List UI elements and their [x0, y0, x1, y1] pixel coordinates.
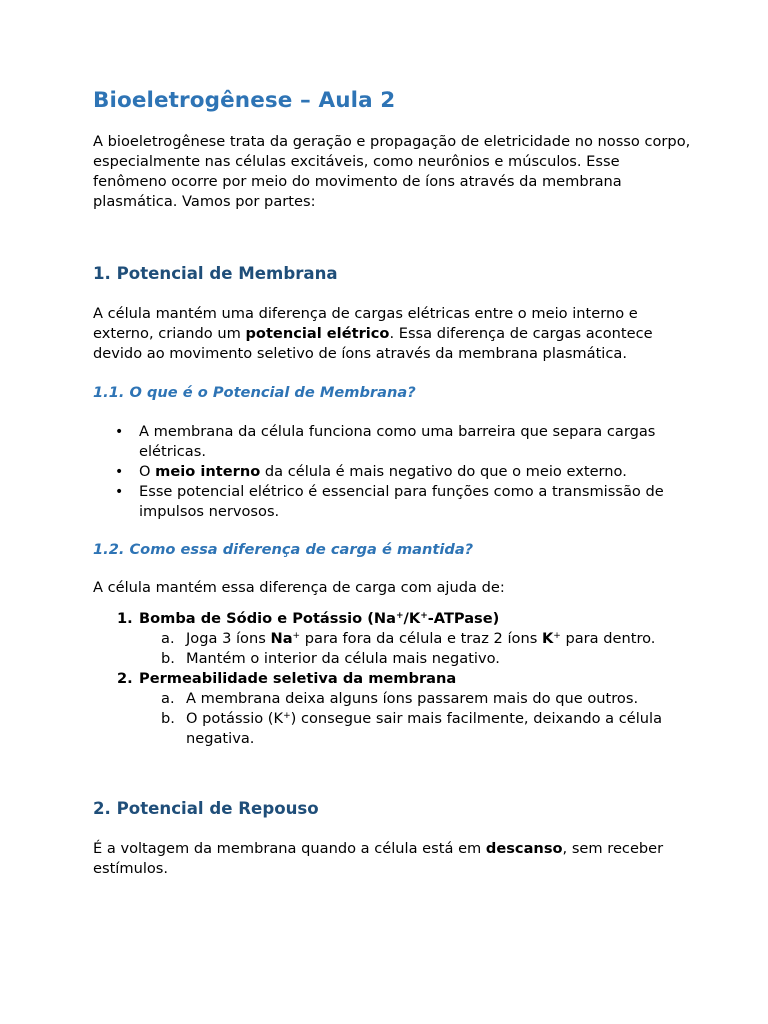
ion-na: Na	[270, 630, 293, 647]
item-heading-text: Bomba de Sódio e Potássio (Na	[139, 610, 396, 627]
item-letter: b.	[161, 650, 175, 667]
subsection-heading-1-1: 1.1. O que é o Potencial de Membrana?	[93, 384, 416, 401]
superscript: +	[283, 711, 291, 721]
section1-paragraph	[93, 304, 693, 364]
item-heading-text: -ATPase)	[427, 610, 500, 627]
lettered-item	[139, 629, 693, 649]
item-heading-text: /K	[403, 610, 421, 627]
bullet-icon: •	[115, 464, 124, 480]
item-letter: a.	[161, 690, 175, 707]
list-item	[93, 422, 693, 462]
item-letter: b.	[161, 710, 175, 727]
section1-bold-term: potencial elétrico	[245, 325, 390, 342]
item-text: O potássio (K	[186, 710, 284, 727]
intro-paragraph: A bioeletrogênese trata da geração e propagação de eletricidade no nosso corpo, especialmente nas células excitáveis, como neurônios e músculos. Esse fenômeno ocorre por meio do movimento de íons através da membrana plasmática. Vamos por partes:	[93, 133, 691, 210]
item-text: para fora da célula e traz 2 íons	[300, 630, 542, 647]
list-item	[93, 482, 693, 522]
item-heading: Permeabilidade seletiva da membrana	[139, 670, 457, 687]
item-text: ) consegue sair mais facilmente, deixando a célula negativa.	[186, 710, 663, 747]
item-text: Mantém o interior da célula mais negativo.	[186, 650, 500, 667]
lettered-item	[139, 709, 693, 749]
item-text: Joga 3 íons	[186, 630, 271, 647]
bullet-icon: •	[115, 424, 124, 440]
bullet-text: A membrana da célula funciona como uma barreira que separa cargas elétricas.	[139, 423, 656, 460]
item-text: para dentro.	[560, 630, 656, 647]
superscript: +	[553, 631, 561, 641]
bullet-text: Esse potencial elétrico é essencial para funções como a transmissão de impulsos nervosos.	[139, 483, 664, 520]
ion-k: K	[541, 630, 554, 647]
section2-bold-term: descanso	[485, 840, 563, 857]
bullet-text-post: da célula é mais negativo do que o meio externo.	[260, 463, 627, 480]
item-number: 2.	[117, 670, 133, 687]
item-heading	[139, 610, 499, 627]
subsection-lead-paragraph: A célula mantém essa diferença de carga com ajuda de:	[93, 579, 505, 596]
bullet-bold-term: meio interno	[155, 463, 261, 480]
section2-text-a: É a voltagem da membrana quando a célula está em	[93, 840, 486, 857]
item-letter: a.	[161, 630, 175, 647]
bullet-icon: •	[115, 484, 124, 500]
section1-text-a: A célula mantém uma diferença de cargas elétricas entre o meio interno e externo, criando um	[93, 305, 638, 342]
item-number: 1.	[117, 610, 133, 627]
section2-text-b: , sem receber estímulos.	[93, 840, 664, 877]
superscript: +	[292, 631, 301, 641]
lettered-list	[139, 629, 693, 669]
bullet-text-pre: O	[139, 463, 156, 480]
document-body	[93, 86, 693, 879]
lettered-item	[139, 689, 693, 709]
numbered-item-bomba	[93, 609, 693, 669]
section-heading-potencial-de-repouso: 2. Potencial de Repouso	[93, 799, 319, 818]
bullet-list	[93, 422, 693, 522]
superscript: +	[420, 611, 428, 621]
numbered-item-permeabilidade	[93, 669, 693, 749]
item-text: A membrana deixa alguns íons passarem mais do que outros.	[186, 690, 639, 707]
section1-text-b: . Essa diferença de cargas acontece devido ao movimento seletivo de íons através da membrana plasmática.	[93, 325, 653, 362]
lettered-item	[139, 649, 693, 669]
lettered-list	[139, 689, 693, 749]
subsection-heading-1-2: 1.2. Como essa diferença de carga é mantida?	[93, 541, 474, 558]
section-heading-potencial-de-membrana: 1. Potencial de Membrana	[93, 264, 338, 283]
page-title: Bioeletrogênese – Aula 2	[93, 88, 396, 113]
superscript: +	[396, 611, 404, 621]
list-item	[93, 462, 693, 482]
numbered-list	[93, 609, 693, 749]
section2-paragraph	[93, 839, 693, 879]
